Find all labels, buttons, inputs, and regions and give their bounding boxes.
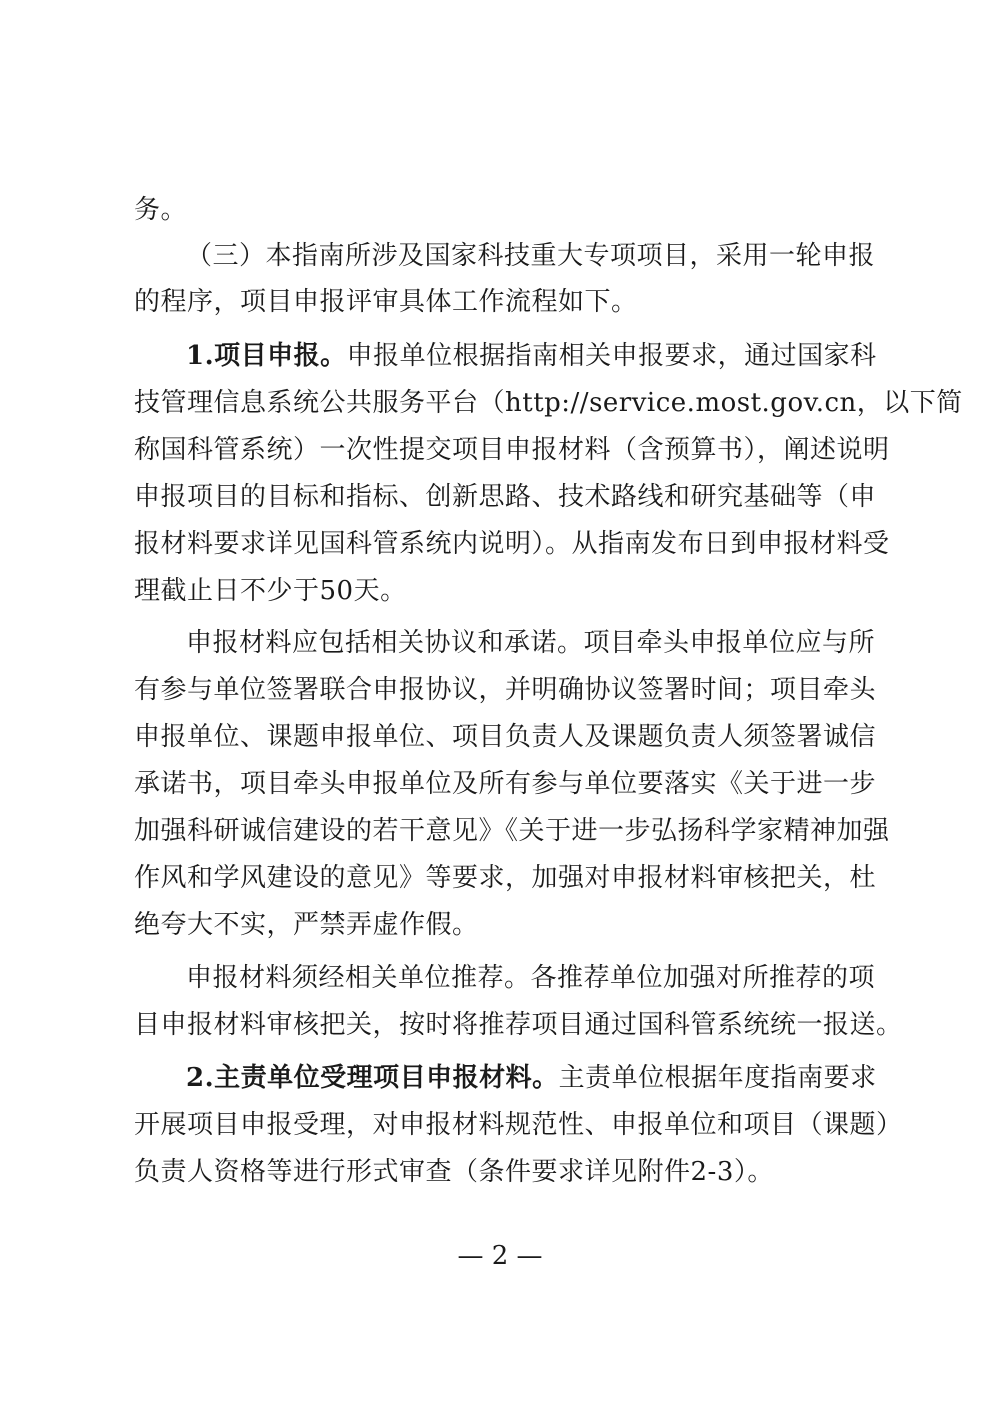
paragraph-line: 申报项目的目标和指标、创新思路、技术路线和研究基础等（申 <box>134 482 877 512</box>
paragraph-line: 理截止日不少于50天。 <box>134 576 407 606</box>
paragraph-line: 负责人资格等进行形式审查（条件要求详见附件2-3）。 <box>134 1157 774 1187</box>
paragraph-line: 开展项目申报受理，对申报材料规范性、申报单位和项目（课题） <box>134 1110 903 1140</box>
paragraph-text: 主责单位根据年度指南要求 <box>558 1063 877 1093</box>
paragraph-line: 申报材料须经相关单位推荐。各推荐单位加强对所推荐的项 <box>186 963 876 993</box>
section-heading: 2.主责单位受理项目申报材料。 <box>186 1063 559 1093</box>
paragraph-line: 绝夸大不实，严禁弄虚作假。 <box>134 910 479 940</box>
paragraph-line: 有参与单位签署联合申报协议，并明确协议签署时间；项目牵头 <box>134 675 877 705</box>
paragraph-line: 务。 <box>134 195 188 225</box>
section-heading: 1.项目申报。 <box>186 341 347 371</box>
paragraph-line <box>186 338 877 374</box>
paragraph-text: 申报单位根据指南相关申报要求，通过国家科 <box>346 341 877 371</box>
paragraph-line: 加强科研诚信建设的若干意见》《关于进一步弘扬科学家精神加强 <box>134 816 890 846</box>
page-number: — 2 — <box>457 1241 543 1271</box>
paragraph-line: 申报材料应包括相关协议和承诺。项目牵头申报单位应与所 <box>186 628 876 658</box>
paragraph-line: 技管理信息系统公共服务平台（http://service.most.gov.cn，以下简 <box>134 388 963 418</box>
paragraph-line: 的程序，项目申报评审具体工作流程如下。 <box>134 287 638 317</box>
paragraph-line: 称国科管系统）一次性提交项目申报材料（含预算书），阐述说明 <box>134 435 890 465</box>
paragraph-line: 作风和学风建设的意见》等要求，加强对申报材料审核把关，杜 <box>134 863 877 893</box>
paragraph-line: 申报单位、课题申报单位、项目负责人及课题负责人须签署诚信 <box>134 722 877 752</box>
paragraph-line: 报材料要求详见国科管系统内说明）。从指南发布日到申报材料受 <box>134 529 890 559</box>
paragraph-line <box>186 1060 877 1096</box>
paragraph-line: 承诺书，项目牵头申报单位及所有参与单位要落实《关于进一步 <box>134 769 877 799</box>
paragraph-line: 目申报材料审核把关，按时将推荐项目通过国科管系统统一报送。 <box>134 1010 903 1040</box>
paragraph-line: （三）本指南所涉及国家科技重大专项项目，采用一轮申报 <box>186 241 876 271</box>
